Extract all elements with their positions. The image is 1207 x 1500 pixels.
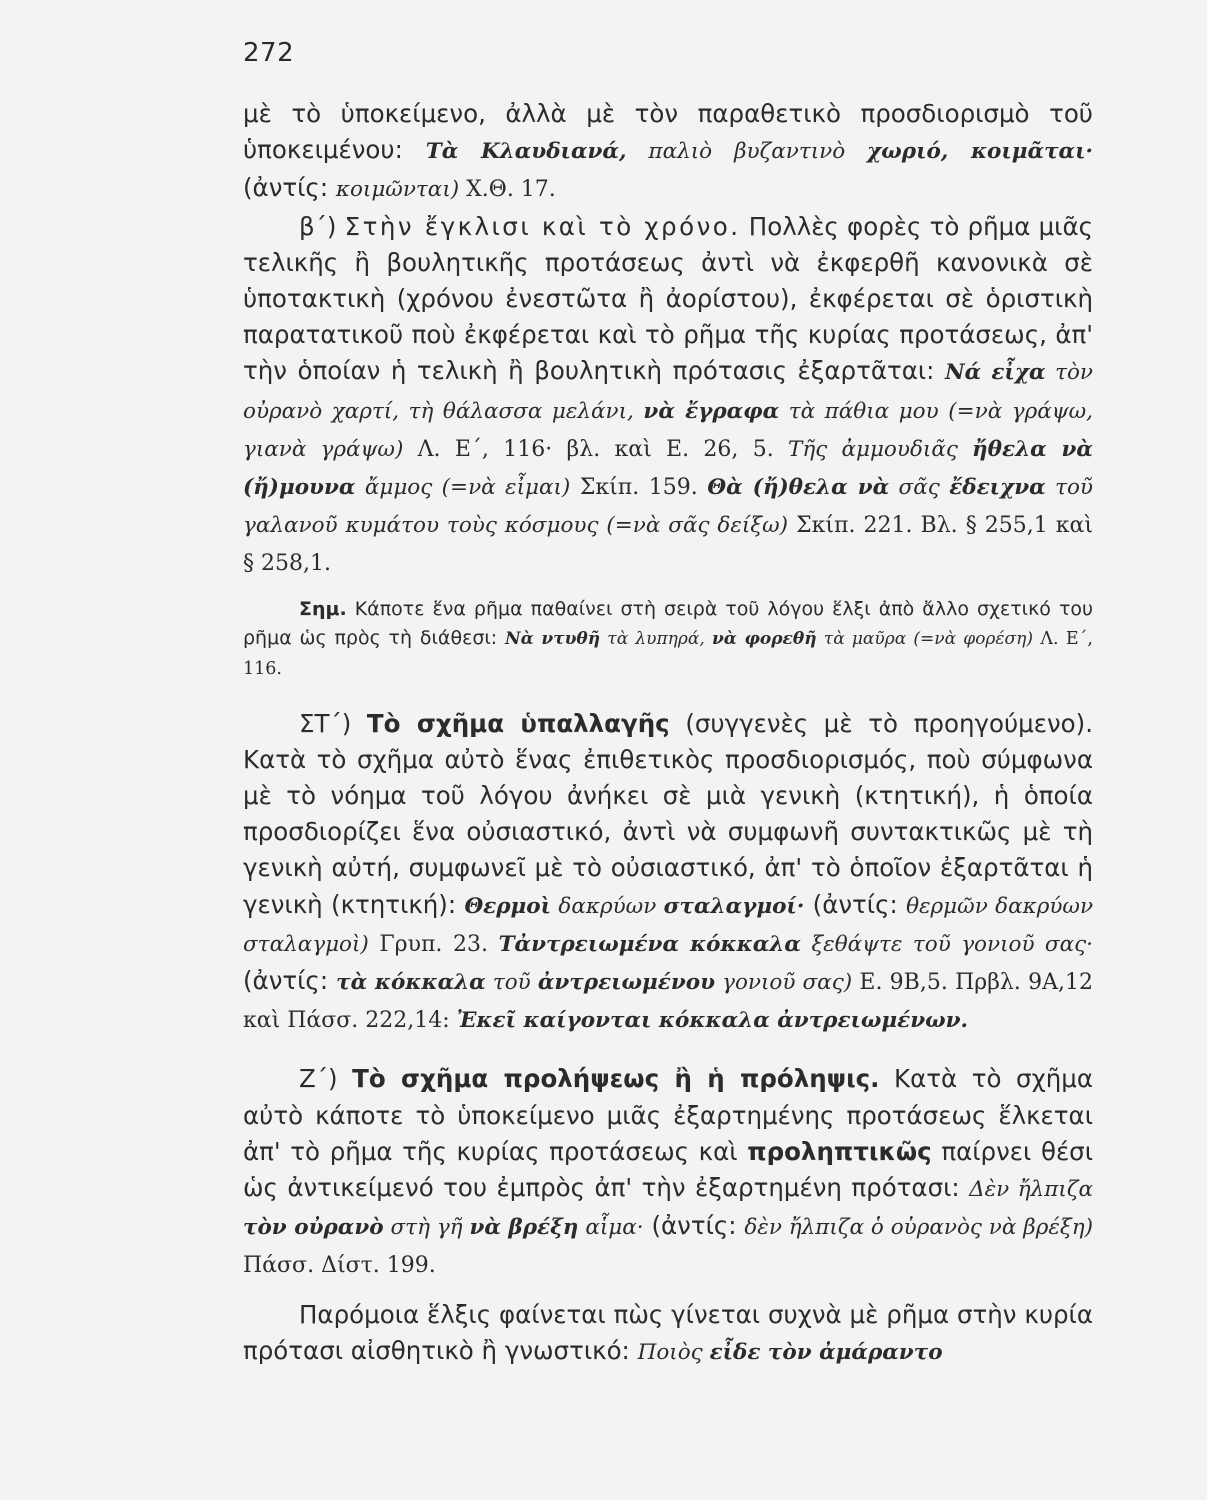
example-text: Ποιὸς [637, 1339, 710, 1365]
section-label: Ζ΄) [299, 1064, 353, 1094]
example-text: σταλαγμοί· [663, 893, 805, 919]
paragraph-subject-apposition [243, 96, 1093, 209]
example-text: δὲν ἤλπιζα ὁ οὐρανὸς νὰ βρέξη) [744, 1215, 1093, 1241]
citation: Σκίπ. 159. [570, 475, 708, 501]
example-text: τὰ μαῦρα (=νὰ φορέση) [816, 628, 1033, 649]
text: (συγγενὲς μὲ τὸ προηγούμενο). Κατὰ τὸ σχῆμα αὐτὸ ἕνας ἐπιθετικὸς προσδιορισμός, ποὺ σύμφωνα μὲ τὸ νόημα τοῦ λόγου ἀνήκει σὲ μιὰ γενικὴ (κτητική), ἡ ὁποία προσδιορίζει ἕνα οὐσιαστικό, ἀντὶ νὰ συμφωνῆ συντακτικῶς μὲ τὴ γενικὴ αὐτή, συμφωνεῖ μὲ τὸ οὐσιαστικό, ἀπ' τὸ ὁποῖον ἐξαρτᾶται ἡ γενικὴ (κτητική): [243, 708, 1093, 919]
example-text: Τἀντρειωμένα κόκκαλα [498, 931, 801, 957]
example-text: τοῦ [485, 970, 538, 996]
example-text: ἤθελα νὰ (ἤ)μουνα [243, 436, 1093, 501]
section-heading: Στὴν ἔγκλισι καὶ τὸ χρόνο. [344, 211, 741, 241]
text: (ἀντίς: [804, 889, 907, 919]
emphasis-text: προληπτικῶς [747, 1136, 932, 1166]
example-text: παλιὸ βυζαντινὸ [626, 139, 868, 165]
example-text: νὰ βρέξη [469, 1215, 579, 1241]
citation: Γρυπ. 23. [368, 931, 499, 957]
example-text: Τὰ Κλαυδιανά, [425, 139, 627, 165]
section-heading: Τὸ σχῆμα ὑπαλλαγῆς [366, 708, 670, 738]
example-text: θερμῶν δακρύων σταλαγμοὶ) [243, 893, 1094, 957]
example-text: γονιοῦ σας) [715, 970, 853, 996]
example-text: τὸν οὐρανὸ χαρτί, τὴ θάλασσα μελάνι, [243, 360, 1094, 424]
text: Κατὰ τὸ σχῆμα αὐτὸ κάποτε τὸ ὑποκείμενο μιᾶς ἐξαρτημένης προτάσεως ἕλκεται ἀπ' τὸ ρῆμα τῆς κυρίας προτάσεως καὶ [243, 1064, 1093, 1166]
example-text: κοιμῶνται) [335, 177, 460, 203]
example-text: χωριό, κοιμᾶται· [867, 139, 1093, 165]
example-text: ἄμμος (=νὰ εἶμαι) [355, 475, 571, 501]
example-text: τοῦ γαλανοῦ κυμάτου τοὺς κόσμους (=νὰ σᾶς δείξω) [243, 475, 1093, 539]
example-text: ἔδειχνα [949, 475, 1046, 501]
citation: Πάσσ. Δίστ. 199. [243, 1253, 436, 1279]
example-text: τὸν οὐρανὸ [243, 1215, 384, 1241]
text: (ἀντίς: [643, 1211, 745, 1241]
example-text: στὴ γῆ [383, 1215, 470, 1241]
citation: Σκίπ. 221. Βλ. § 255,1 καὶ § 258,1. [243, 513, 1093, 577]
example-text: νὰ ἔγραφα [643, 398, 780, 424]
example-text: τὰ λυπηρά, [600, 628, 712, 649]
citation: Λ. Ε΄, 116· βλ. καὶ Ε. 26, 5. [403, 436, 789, 462]
section-heading: Τὸ σχῆμα προλήψεως ἢ ἡ πρόληψις. [352, 1064, 880, 1094]
section-label: β΄) [299, 211, 345, 241]
paragraph-hypallage [243, 706, 1093, 1040]
example-text: Νὰ ντυθῆ [505, 628, 601, 649]
text: (ἀντίς: [243, 966, 337, 996]
example-text: Τῆς ἀμμουδιᾶς [788, 436, 973, 462]
example-text: σᾶς [889, 475, 950, 501]
example-text: ξεθάψτε τοῦ γονιοῦ σας· [800, 931, 1093, 957]
example-text: τὰ πάθια μου (=νὰ γράψω, γιανὰ γράψω) [243, 398, 1093, 462]
example-text: Δὲν ἤλπιζα [969, 1177, 1093, 1203]
note-label: Σημ. [299, 597, 347, 620]
text: Πολλὲς φορὲς τὸ ρῆμα μιᾶς τελικῆς ἢ βουλητικῆς προτάσεως ἀντὶ νὰ ἐκφερθῆ κανονικὰ σὲ ὑποτακτικὴ (χρόνου ἐνεστῶτα ἢ ἀορίστου), ἐκφέρεται σὲ ὁριστικὴ παρατατικοῦ ποὺ ἐκφέρεται καὶ τὸ ρῆμα τῆς κυρίας προτάσεως, ἀπ' τὴν ὁποίαν ἡ τελικὴ ἢ βουλητικὴ πρότασις ἐξαρτᾶται: [243, 211, 1093, 386]
note-paragraph [243, 595, 1093, 684]
citation: Ε. 9Β,5. Πρβλ. 9Α,12 καὶ Πάσσ. 222,14: [243, 970, 1093, 1034]
example-text: εἶδε τὸν ἀμάραντο [709, 1339, 943, 1365]
example-text: τὰ κόκκαλα [336, 970, 486, 996]
example-text: Νά εἶχα [944, 360, 1046, 386]
text: (ἀντίς: [243, 173, 336, 203]
text: παίρνει θέσι ὡς ἀντικείμενό του ἐμπρὸς ἀπ' τὴν ἐξαρτημένη πρότασι: [243, 1136, 1093, 1203]
citation: Χ.Θ. 17. [459, 177, 556, 203]
section-label: ΣΤ΄) [299, 708, 367, 738]
text: μὲ τὸ ὑποκείμενο, ἀλλὰ μὲ τὸν παραθετικὸ προσδιορισμὸ τοῦ ὑποκειμένου: [243, 99, 1093, 165]
example-text: Θερμοὶ [464, 893, 552, 919]
paragraph-prolepsis [243, 1061, 1093, 1284]
example-text: Θὰ (ἤ)θελα νὰ [707, 475, 890, 501]
book-page [243, 38, 1093, 1371]
example-text: ἀντρειωμένου [537, 970, 715, 996]
example-text: αἷμα· [578, 1215, 644, 1241]
paragraph-attraction [243, 1297, 1093, 1371]
page-number: 272 [243, 38, 295, 68]
example-text: Ἐκεῖ καίγονται κόκκαλα ἀντρειωμένων. [456, 1008, 969, 1034]
paragraph-mood-tense [243, 209, 1093, 583]
example-text: νὰ φορεθῆ [711, 628, 817, 649]
text: Κάποτε ἕνα ρῆμα παθαίνει στὴ σειρὰ τοῦ λόγου ἕλξι ἀπὸ ἄλλο σχετικό του ρῆμα ὡς πρὸς τὴ διάθεσι: [243, 597, 1093, 649]
citation: Λ. Ε΄, 116. [243, 628, 1093, 679]
text: Παρόμοια ἕλξις φαίνεται πὼς γίνεται συχνὰ μὲ ρῆμα στὴν κυρία πρότασι αἰσθητικὸ ἢ γνωστικό: [243, 1299, 1093, 1365]
example-text: δακρύων [551, 893, 664, 919]
